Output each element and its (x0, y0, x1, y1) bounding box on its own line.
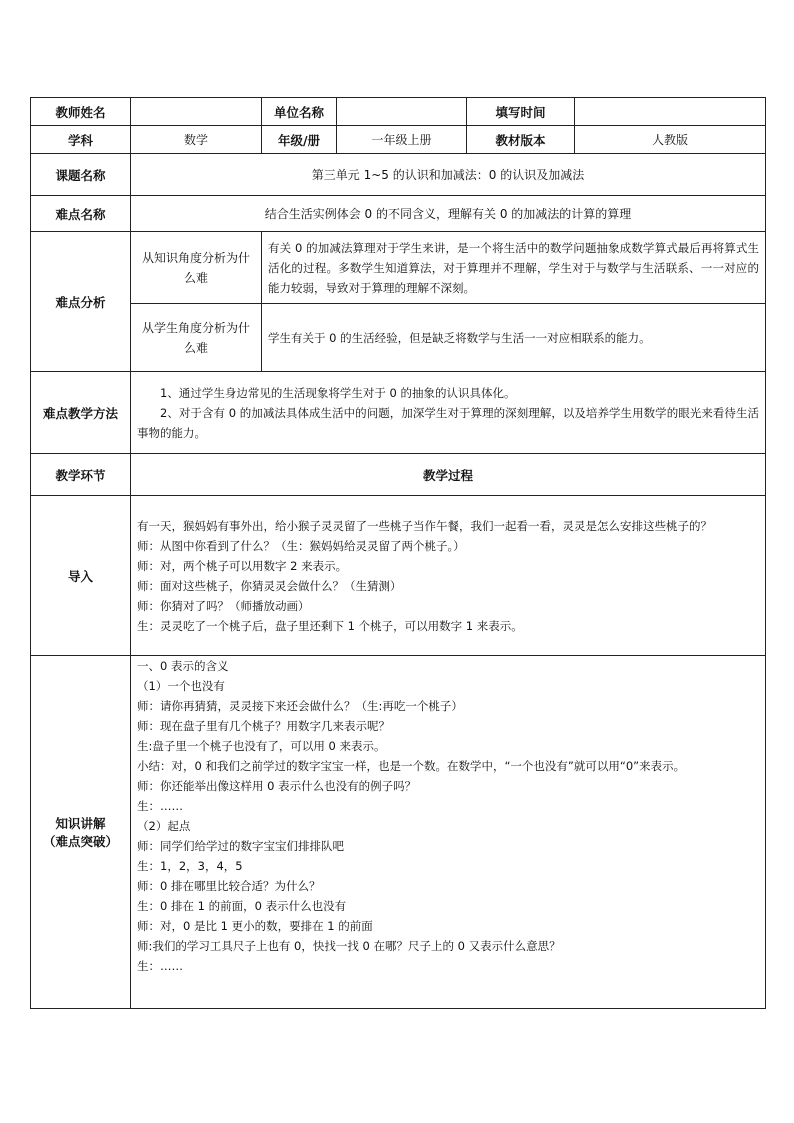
knowledge-row (31, 656, 766, 1009)
lesson-title-row (31, 154, 766, 196)
analysis-label: 难点分析 (31, 232, 131, 372)
knowledge-angle-label: 从知识角度分析为什么难 (131, 232, 262, 304)
intro-line: 师：面对这些桃子，你猜灵灵会做什么？（生猜测） (137, 578, 402, 593)
intro-line: 师：你猜对了吗？（师播放动画） (137, 598, 310, 613)
intro-line: 有一天，猴妈妈有事外出，给小猴子灵灵留了一些桃子当作午餐，我们一起看一看，灵灵是怎么安排这些桃子的？ (137, 518, 712, 533)
knowledge-line: 师：请你再猜猜，灵灵接下来还会做什么？（生:再吃一个桃子） (137, 699, 463, 713)
analysis-student-row (31, 304, 766, 372)
student-angle-text: 学生有关于 0 的生活经验，但是缺乏将数学与生活一一对应相联系的能力。 (262, 304, 766, 372)
knowledge-angle-text: 有关 0 的加减法算理对于学生来讲，是一个将生活中的数学问题抽象成数学算式最后再将算式生活化的过程。多数学生知道算法，对于算理并不理解，学生对于与数学与生活联系、一一对应的能力较弱，导致对于算理的理解不深刻。 (262, 232, 766, 304)
unit-name-label: 单位名称 (262, 98, 337, 126)
intro-line: 师：对，两个桃子可以用数字 2 来表示。 (137, 558, 348, 573)
intro-label: 导入 (31, 496, 131, 656)
method-item-2: 2、对于含有 0 的加减法具体成生活中的问题，加深学生对于算理的深刻理解，以及培养学生用数学的眼光来看待生活事物的能力。 (137, 405, 759, 440)
intro-line: 生：灵灵吃了一个桃子后，盘子里还剩下 1 个桃子，可以用数字 1 来表示。 (137, 618, 523, 633)
lesson-title-value: 第三单元 1~5 的认识和加减法：0 的认识及加减法 (131, 154, 766, 196)
knowledge-line: 师:我们的学习工具尺子上也有 0，快找一找 0 在哪？尺子上的 0 又表示什么意思？ (137, 939, 561, 953)
difficulty-label: 难点名称 (31, 196, 131, 232)
grade-value: 一年级上册 (337, 126, 467, 154)
student-angle-label: 从学生角度分析为什么难 (131, 304, 262, 372)
edition-label: 教材版本 (467, 126, 575, 154)
knowledge-line: 师：同学们给学过的数字宝宝们排排队吧 (137, 839, 344, 853)
knowledge-line: （1）一个也没有 (137, 679, 225, 693)
knowledge-line: 生：…… (137, 959, 183, 973)
knowledge-line: 一、0 表示的含义 (137, 659, 229, 673)
knowledge-line: 生：1，2，3，4，5 (137, 859, 243, 873)
unit-name-value (337, 98, 467, 126)
knowledge-line: 生：0 排在 1 的前面，0 表示什么也没有 (137, 899, 347, 913)
edition-value: 人教版 (575, 126, 766, 154)
knowledge-line: 师：对，0 是比 1 更小的数，要排在 1 的前面 (137, 919, 373, 933)
method-content (131, 372, 766, 454)
knowledge-content (131, 656, 766, 1009)
subject-label: 学科 (31, 126, 131, 154)
analysis-knowledge-row (31, 232, 766, 304)
difficulty-value: 结合生活实例体会 0 的不同含义，理解有关 0 的加减法的计算的算理 (131, 196, 766, 232)
knowledge-line: 生:盘子里一个桃子也没有了，可以用 0 来表示。 (137, 739, 386, 753)
teacher-name-label: 教师姓名 (31, 98, 131, 126)
fill-time-label: 填写时间 (467, 98, 575, 126)
intro-row (31, 496, 766, 656)
intro-line: 师：从图中你看到了什么？（生：猴妈妈给灵灵留了两个桃子。） (137, 538, 465, 553)
knowledge-label (31, 656, 131, 1009)
method-row (31, 372, 766, 454)
knowledge-line: 师：0 排在哪里比较合适？为什么？ (137, 879, 321, 893)
stage-label: 教学环节 (31, 454, 131, 496)
difficulty-row (31, 196, 766, 232)
info-row-1 (31, 98, 766, 126)
process-label: 教学过程 (131, 454, 766, 496)
method-label: 难点教学方法 (31, 372, 131, 454)
knowledge-line: 生：…… (137, 799, 183, 813)
knowledge-label-line1: 知识讲解 (55, 816, 106, 831)
teacher-name-value (131, 98, 262, 126)
info-row-2 (31, 126, 766, 154)
grade-label: 年级/册 (262, 126, 337, 154)
knowledge-line: 小结：对，0 和我们之前学过的数字宝宝一样，也是一个数。在数学中，“一个也没有”就可以用“0”来表示。 (137, 759, 686, 773)
process-header-row (31, 454, 766, 496)
fill-time-value (575, 98, 766, 126)
method-item-1: 1、通过学生身边常见的生活现象将学生对于 0 的抽象的认识具体化。 (160, 385, 516, 400)
knowledge-line: 师：现在盘子里有几个桃子？用数字几来表示呢？ (137, 719, 390, 733)
knowledge-label-line2: （难点突破） (42, 834, 118, 849)
subject-value: 数学 (131, 126, 262, 154)
knowledge-line: （2）起点 (137, 819, 191, 833)
lesson-title-label: 课题名称 (31, 154, 131, 196)
intro-content (131, 496, 766, 656)
lesson-plan-table (30, 97, 766, 1009)
knowledge-line: 师：你还能举出像这样用 0 表示什么也没有的例子吗？ (137, 779, 417, 793)
